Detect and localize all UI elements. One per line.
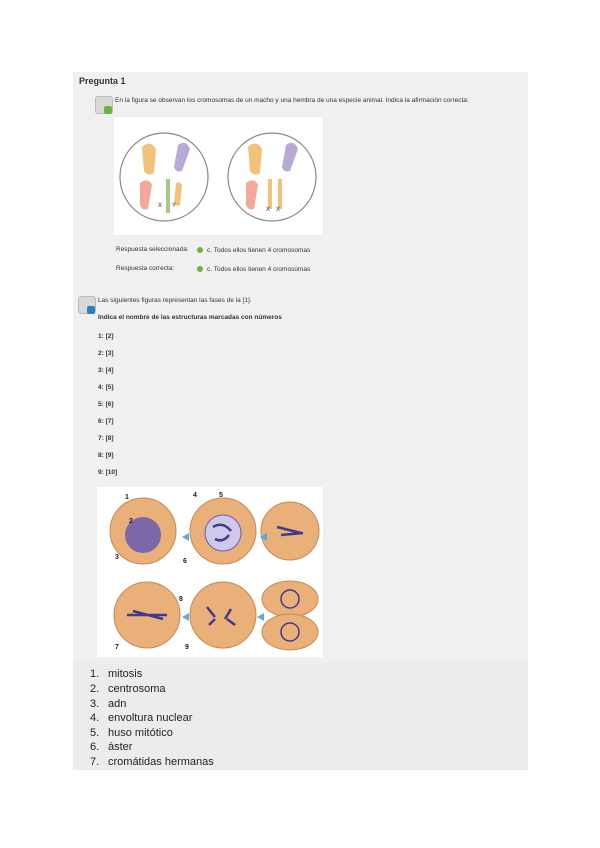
answer-item: 7. cromátidas hermanas [90, 756, 214, 768]
figure-number-8: 8 [179, 596, 183, 603]
question-text: En la figura se observan los cromosomas de un macho y una hembra de una especie animal. Indica la afirmación correcta: [115, 97, 469, 104]
answer-item: 1. mitosis [90, 668, 143, 680]
selected-answer: c. Todos ellos tienen 4 cromosomas [197, 247, 310, 254]
left-x-label: X [158, 203, 163, 209]
figure-number-5: 5 [219, 492, 223, 499]
blank-item: 1: [2] [98, 333, 114, 340]
blank-item: 7: [8] [98, 435, 114, 442]
chromosome-figure [114, 117, 323, 235]
correct-check-icon [104, 106, 112, 114]
answer-item: 3. adn [90, 698, 127, 710]
figure-number-2: 2 [129, 518, 133, 525]
figure-number-1: 1 [125, 494, 129, 501]
figure-number-4: 4 [193, 492, 197, 499]
figure-number-6: 6 [183, 558, 187, 565]
blank-item: 4: [5] [98, 384, 114, 391]
answer-item: 5. huso mitótico [90, 727, 173, 739]
right-x-label-2: X [276, 207, 281, 213]
figure-number-9: 9 [185, 644, 189, 651]
correct-answer-label: Respuesta correcta: [116, 265, 175, 272]
question2-text: Las siguientes figuras representan las fases de la [1]. [98, 297, 252, 304]
answer-item: 4. envoltura nuclear [90, 712, 193, 724]
incorrect-x-icon [87, 306, 95, 314]
left-y-label: Y [172, 203, 177, 209]
selected-answer-label: Respuesta seleccionada: [116, 246, 189, 253]
answer-item: 2. centrosoma [90, 683, 166, 695]
answer-item: 6. áster [90, 741, 133, 753]
figure-number-7: 7 [115, 644, 119, 651]
correct-answer: c. Todos ellos tienen 4 cromosomas [197, 266, 310, 273]
mitosis-figure [97, 487, 323, 657]
blank-item: 9: [10] [98, 469, 118, 476]
blank-item: 2: [3] [98, 350, 114, 357]
question-title: Pregunta 1 [79, 76, 126, 86]
right-x-label-1: X [266, 207, 271, 213]
question2-instruction: Indica el nombre de las estructuras marcadas con números [98, 314, 282, 321]
blank-item: 8: [9] [98, 452, 114, 459]
figure-number-3: 3 [115, 554, 119, 561]
blank-item: 6: [7] [98, 418, 114, 425]
correct-check-icon [197, 266, 203, 272]
correct-check-icon [197, 247, 203, 253]
blank-item: 5: [6] [98, 401, 114, 408]
blank-item: 3: [4] [98, 367, 114, 374]
